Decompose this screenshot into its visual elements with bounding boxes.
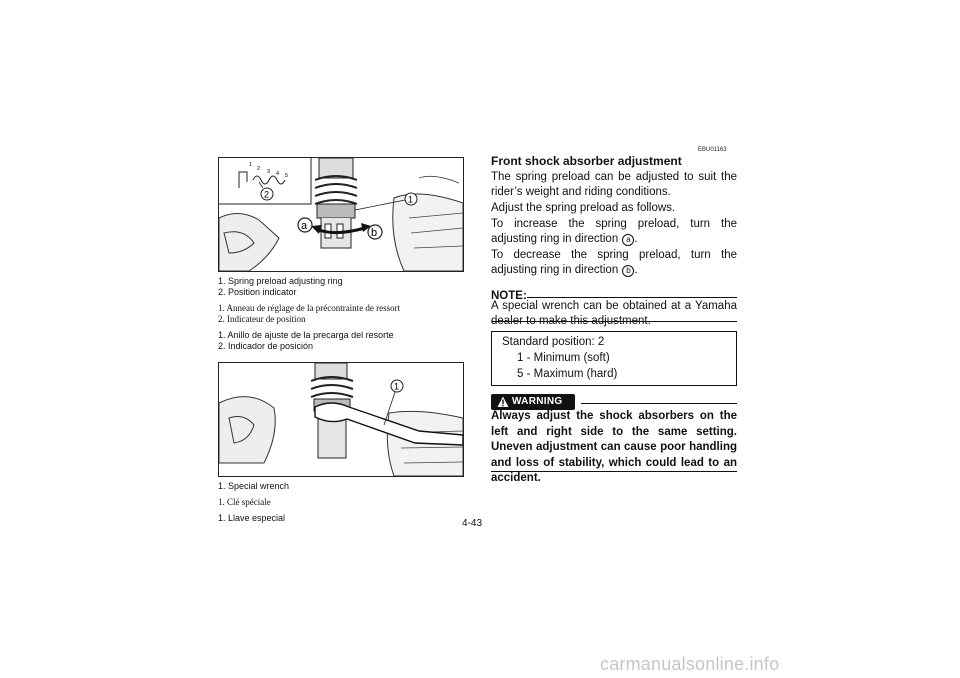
warning-label: WARNING	[512, 396, 563, 407]
direction-a-mark: a	[622, 234, 634, 246]
warning-text: Always adjust the shock absorbers on the left and right side to the same setting. Uneven adjustment can cause poor handling and loss of stability, which could lead to an accident.	[491, 410, 737, 484]
caption-figure-2	[218, 481, 289, 524]
callout-b: b	[371, 227, 378, 239]
paragraph: The spring preload can be adjusted to suit the rider’s weight and riding conditions.	[491, 171, 737, 198]
scale-mark-2: 2	[257, 166, 261, 172]
warning-badge	[491, 394, 575, 410]
watermark: carmanualsonline.info	[600, 654, 780, 674]
callout-2: 2	[264, 189, 270, 200]
caption-fr-line: 2. Indicateur de position	[218, 314, 306, 324]
warning-triangle-icon	[497, 396, 509, 408]
paragraph: To increase the spring preload, turn the adjusting ring in direction a .	[491, 218, 737, 245]
paragraph: To decrease the spring preload, turn the adjusting ring in direction b .	[491, 249, 737, 276]
figure-special-wrench	[218, 362, 464, 477]
standard-position-title: Standard position: 2	[502, 336, 605, 348]
standard-position-max: 5 - Maximum (hard)	[517, 368, 618, 380]
special-wrench-illustration	[219, 363, 463, 476]
scale-mark-3: 3	[267, 169, 271, 175]
note-end-rule	[491, 321, 737, 322]
caption-figure-1	[218, 276, 400, 352]
callout-a: a	[301, 220, 308, 232]
caption-es-line: 1. Anillo de ajuste de la precarga del resorte	[218, 330, 394, 340]
warning-header	[491, 394, 737, 410]
caption-fr-line: 1. Clé spéciale	[218, 497, 271, 507]
figure-spring-preload	[218, 157, 464, 272]
note-text: A special wrench can be obtained at a Yamaha dealer to make this adjustment.	[491, 300, 737, 327]
caption-en-line: 1. Spring preload adjusting ring	[218, 276, 343, 286]
caption-fr-line: 1. Anneau de réglage de la précontrainte de ressort	[218, 303, 401, 313]
direction-b-mark: b	[622, 265, 634, 277]
callout-1: 1	[394, 381, 400, 392]
note-rule	[527, 297, 737, 298]
note-label: NOTE:	[491, 290, 527, 302]
section-code: EBU01163	[698, 147, 727, 153]
caption-en-line: 1. Special wrench	[218, 481, 290, 491]
spring-preload-illustration	[219, 158, 463, 271]
warning-end-rule	[491, 471, 737, 472]
callout-1: 1	[408, 194, 414, 205]
caption-en-line: 2. Position indicator	[218, 287, 297, 297]
caption-es-line: 1. Llave especial	[218, 513, 286, 523]
scale-mark-1: 1	[249, 162, 253, 168]
paragraph: Adjust the spring preload as follows.	[491, 202, 676, 214]
caption-es-line: 2. Indicador de posición	[218, 341, 314, 351]
standard-position-min: 1 - Minimum (soft)	[517, 352, 610, 364]
section-body	[491, 170, 737, 279]
section-heading: Front shock absorber adjustment	[491, 154, 682, 168]
warning-rule	[581, 403, 737, 404]
scale-mark-5: 5	[285, 173, 289, 179]
standard-position-box	[491, 331, 737, 386]
page-number: 4-43	[462, 518, 483, 529]
scale-mark-4: 4	[276, 171, 280, 177]
